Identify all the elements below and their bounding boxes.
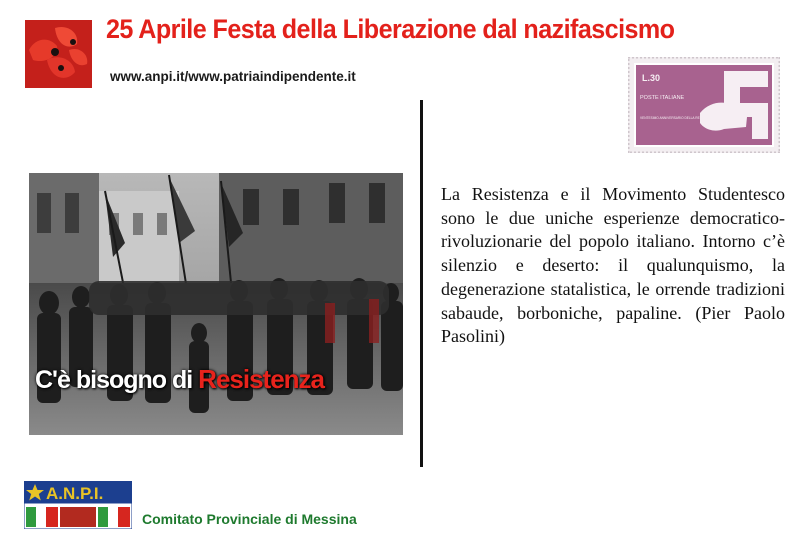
resistance-photo [29, 173, 403, 435]
stamp-value: L.30 [642, 73, 661, 83]
committee-name: Comitato Provinciale di Messina [142, 511, 357, 527]
poppy-icon [25, 20, 92, 88]
photo-caption-part2: Resistenza [198, 364, 325, 394]
anpi-logo-text: A.N.P.I. [46, 484, 104, 503]
page-title: 25 Aprile Festa della Liberazione dal nazifascismo [106, 14, 675, 44]
pasolini-quote: La Resistenza e il Movimento Studentesco sono le due uniche esperienze democratico-rivoluzionarie del popolo italiano. Intorno c’è silenzio e deserto: il qualunquismo, la degenerazione statalistica, le orrende tradizioni sabaude, borboniche, papaline. (Pier Paolo Pasolini) [441, 184, 785, 347]
anpi-logo [24, 481, 132, 529]
stamp-country: POSTE ITALIANE [640, 95, 685, 101]
vertical-divider [420, 100, 423, 467]
stamp-caption: VENTESIMO ANNIVERSARIO DELLA RESISTENZA [640, 116, 716, 120]
website-link[interactable]: www.anpi.it/www.patriaindipendente.it [110, 69, 356, 84]
photo-caption [35, 364, 324, 395]
photo-caption-part1: C'è bisogno di [35, 366, 199, 394]
stamp-image [628, 57, 780, 153]
